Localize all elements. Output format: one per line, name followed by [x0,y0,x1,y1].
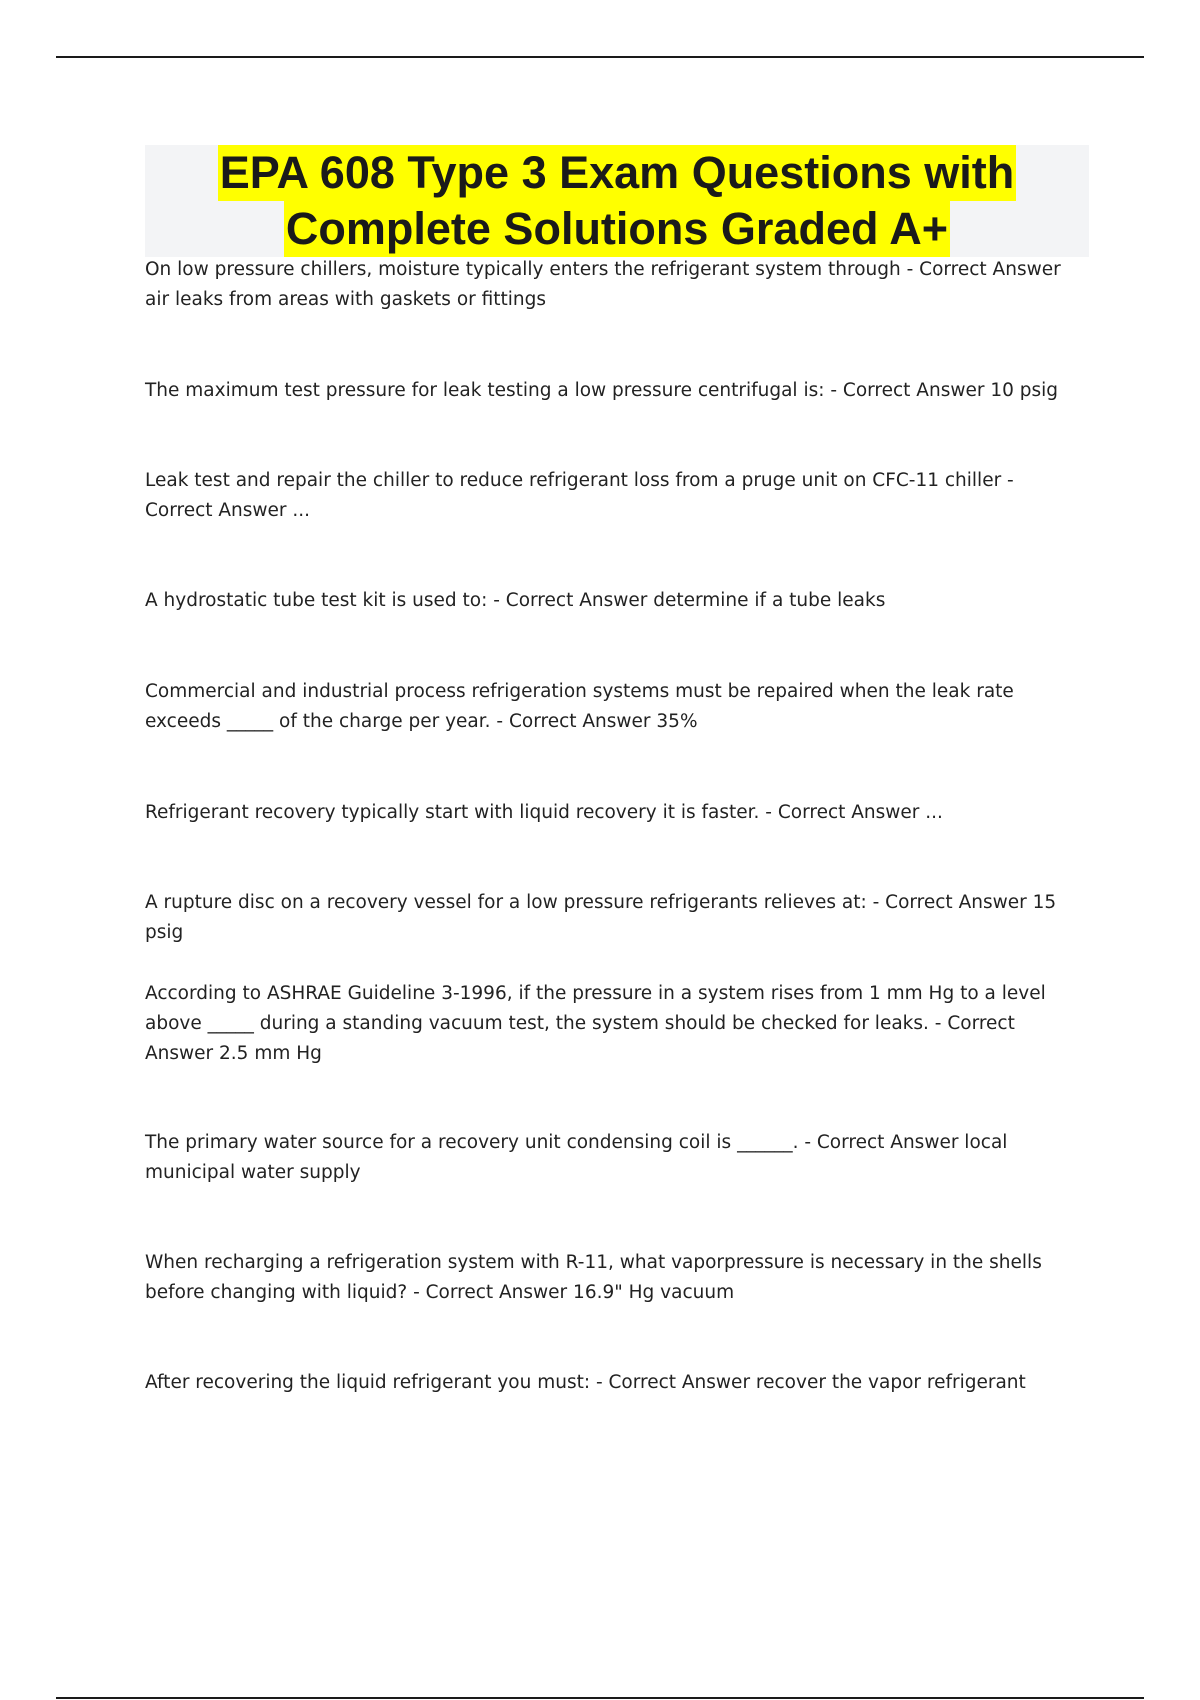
qa-item: When recharging a refrigeration system with R-11, what vaporpressure is necessary in the shells before changing with liquid? - Correct Answer 16.9" Hg vacuum [145,1252,1042,1303]
qa-item: According to ASHRAE Guideline 3-1996, if the pressure in a system rises from 1 mm Hg to a level above _____ during a standing vacuum test, the system should be checked for leaks. - Correct Answer 2.5 mm Hg [145,983,1046,1064]
title-line-2: Complete Solutions Graded A+ [284,201,950,257]
qa-item: The maximum test pressure for leak testing a low pressure centrifugal is: - Correct Answer 10 psig [145,380,1059,401]
title-line-1: EPA 608 Type 3 Exam Questions with [218,145,1016,201]
qa-item: After recovering the liquid refrigerant you must: - Correct Answer recover the vapor refrigerant [145,1372,1026,1393]
bottom-rule [56,1697,1144,1699]
document-title [145,145,1089,257]
qa-item: A rupture disc on a recovery vessel for a low pressure refrigerants relieves at: - Correct Answer 15 psig [145,892,1057,943]
qa-item: The primary water source for a recovery unit condensing coil is ______. - Correct Answer local municipal water supply [145,1132,1008,1183]
qa-item: Refrigerant recovery typically start with liquid recovery it is faster. - Correct Answer ... [145,802,943,823]
qa-item: A hydrostatic tube test kit is used to: - Correct Answer determine if a tube leaks [145,590,886,611]
top-rule [56,56,1144,58]
qa-item: Leak test and repair the chiller to reduce refrigerant loss from a pruge unit on CFC-11 chiller - Correct Answer ... [145,470,1014,521]
qa-item: Commercial and industrial process refrigeration systems must be repaired when the leak rate exceeds _____ of the charge per year. - Correct Answer 35% [145,681,1014,732]
qa-item: On low pressure chillers, moisture typically enters the refrigerant system through - Correct Answer air leaks from areas with gaskets or fittings [145,259,1061,310]
